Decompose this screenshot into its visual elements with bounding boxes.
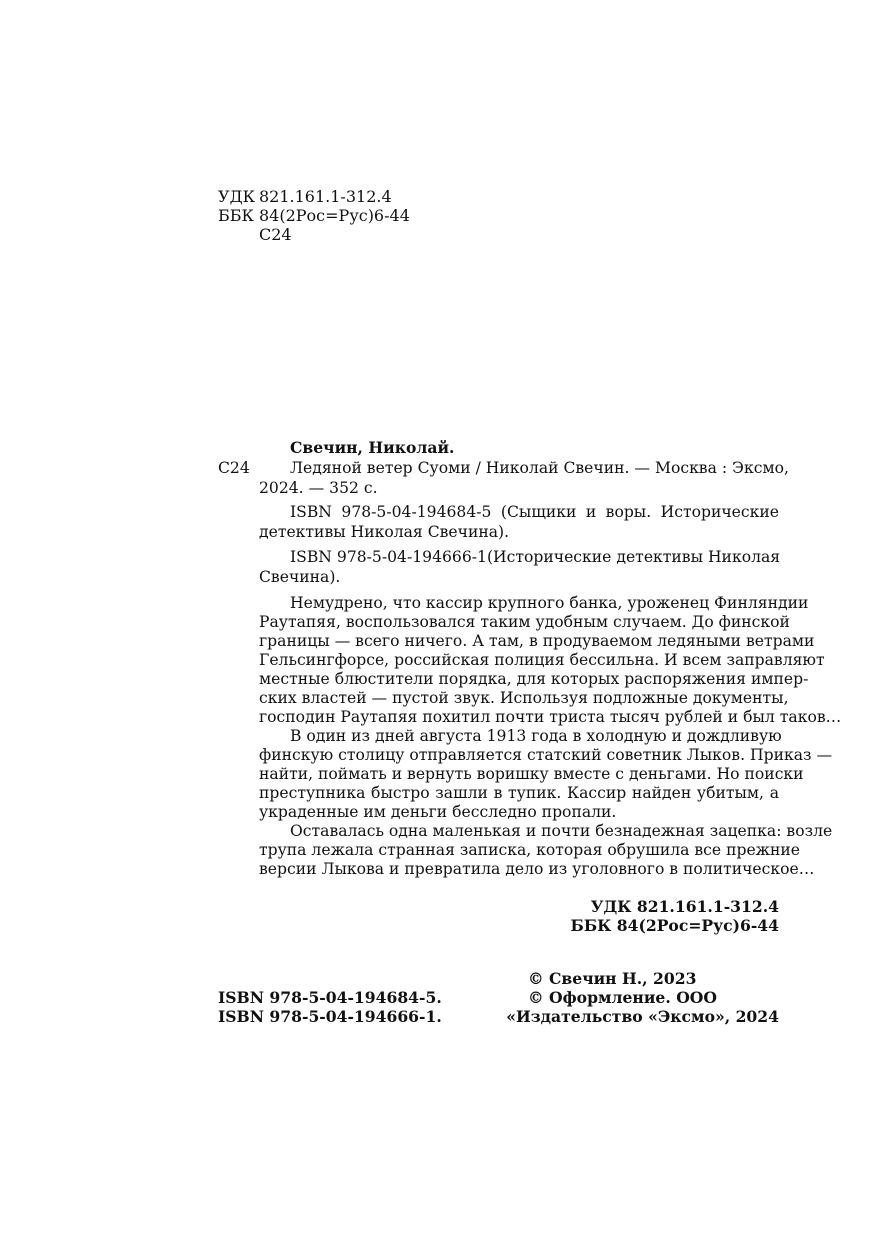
bbk-label: ББК bbox=[218, 206, 254, 225]
annotation-line: Раутапяя, воспользовался таким удобным случаем. До финской bbox=[259, 613, 790, 631]
isbn-series-1-line-2: детективы Николая Свечина). bbox=[259, 523, 510, 541]
title-line-1: Ледяной ветер Суоми / Николай Свечин. — Москва : Эксмо, bbox=[290, 459, 789, 477]
udk-label: УДК bbox=[218, 187, 255, 206]
annotation-line: преступника быстро зашли в тупик. Кассир найден убитым, а bbox=[259, 784, 779, 802]
isbn-series-2-line-1: ISBN 978-5-04-194666-1(Исторические детективы Николая bbox=[290, 548, 781, 566]
copyright-author: © Свечин Н., 2023 bbox=[528, 969, 697, 988]
annotation-line: версии Лыкова и превратила дело из уголовного в политическое… bbox=[259, 860, 815, 878]
isbn-1: ISBN 978-5-04-194684-5. bbox=[218, 988, 442, 1007]
isbn-series-1-line-1: ISBN 978-5-04-194684-5 (Сыщики и воры. Исторические bbox=[290, 503, 779, 521]
annotation-line: местные блюстители порядка, для которых распоряжения импер- bbox=[259, 670, 809, 688]
annotation-line: В один из дней августа 1913 года в холодную и дождливую bbox=[290, 727, 782, 745]
author-heading: Свечин, Николай. bbox=[290, 438, 455, 457]
annotation-line: Гельсингфорсе, российская полиция бессильна. И всем заправляют bbox=[259, 651, 825, 669]
bbk-value: 84(2Рос=Рус)6-44 bbox=[259, 206, 410, 225]
copyright-design: © Оформление. ООО bbox=[528, 988, 717, 1007]
annotation-line: господин Раутапяя похитил почти триста тысяч рублей и был таков… bbox=[259, 708, 842, 726]
bottom-udk: УДК 821.161.1-312.4 bbox=[590, 897, 779, 916]
annotation-line: украденные им деньги бесследно пропали. bbox=[259, 803, 617, 821]
annotation-line: Немудрено, что кассир крупного банка, уроженец Финляндии bbox=[290, 594, 809, 612]
isbn-series-2-line-2: Свечина). bbox=[259, 568, 341, 586]
annotation-line: финскую столицу отправляется статский советник Лыков. Приказ — bbox=[259, 746, 833, 764]
annotation-line: ских властей — пустой звук. Используя подложные документы, bbox=[259, 689, 789, 707]
bottom-bbk: ББК 84(2Рос=Рус)6-44 bbox=[570, 916, 779, 935]
isbn-2: ISBN 978-5-04-194666-1. bbox=[218, 1007, 442, 1026]
title-line-2: 2024. — 352 с. bbox=[259, 479, 378, 497]
annotation-line: найти, поймать и вернуть воришку вместе с деньгами. Но поиски bbox=[259, 765, 804, 783]
author-sign-entry: С24 bbox=[218, 459, 250, 477]
author-sign-top: С24 bbox=[259, 225, 292, 244]
annotation-line: трупа лежала странная записка, которая обрушила все прежние bbox=[259, 841, 801, 859]
udk-value: 821.161.1-312.4 bbox=[259, 187, 392, 206]
annotation-line: границы — всего ничего. А там, в продуваемом ледяными ветрами bbox=[259, 632, 815, 650]
annotation-line: Оставалась одна маленькая и почти безнадежная зацепка: возле bbox=[290, 822, 833, 840]
copyright-publisher: «Издательство «Эксмо», 2024 bbox=[506, 1007, 779, 1026]
